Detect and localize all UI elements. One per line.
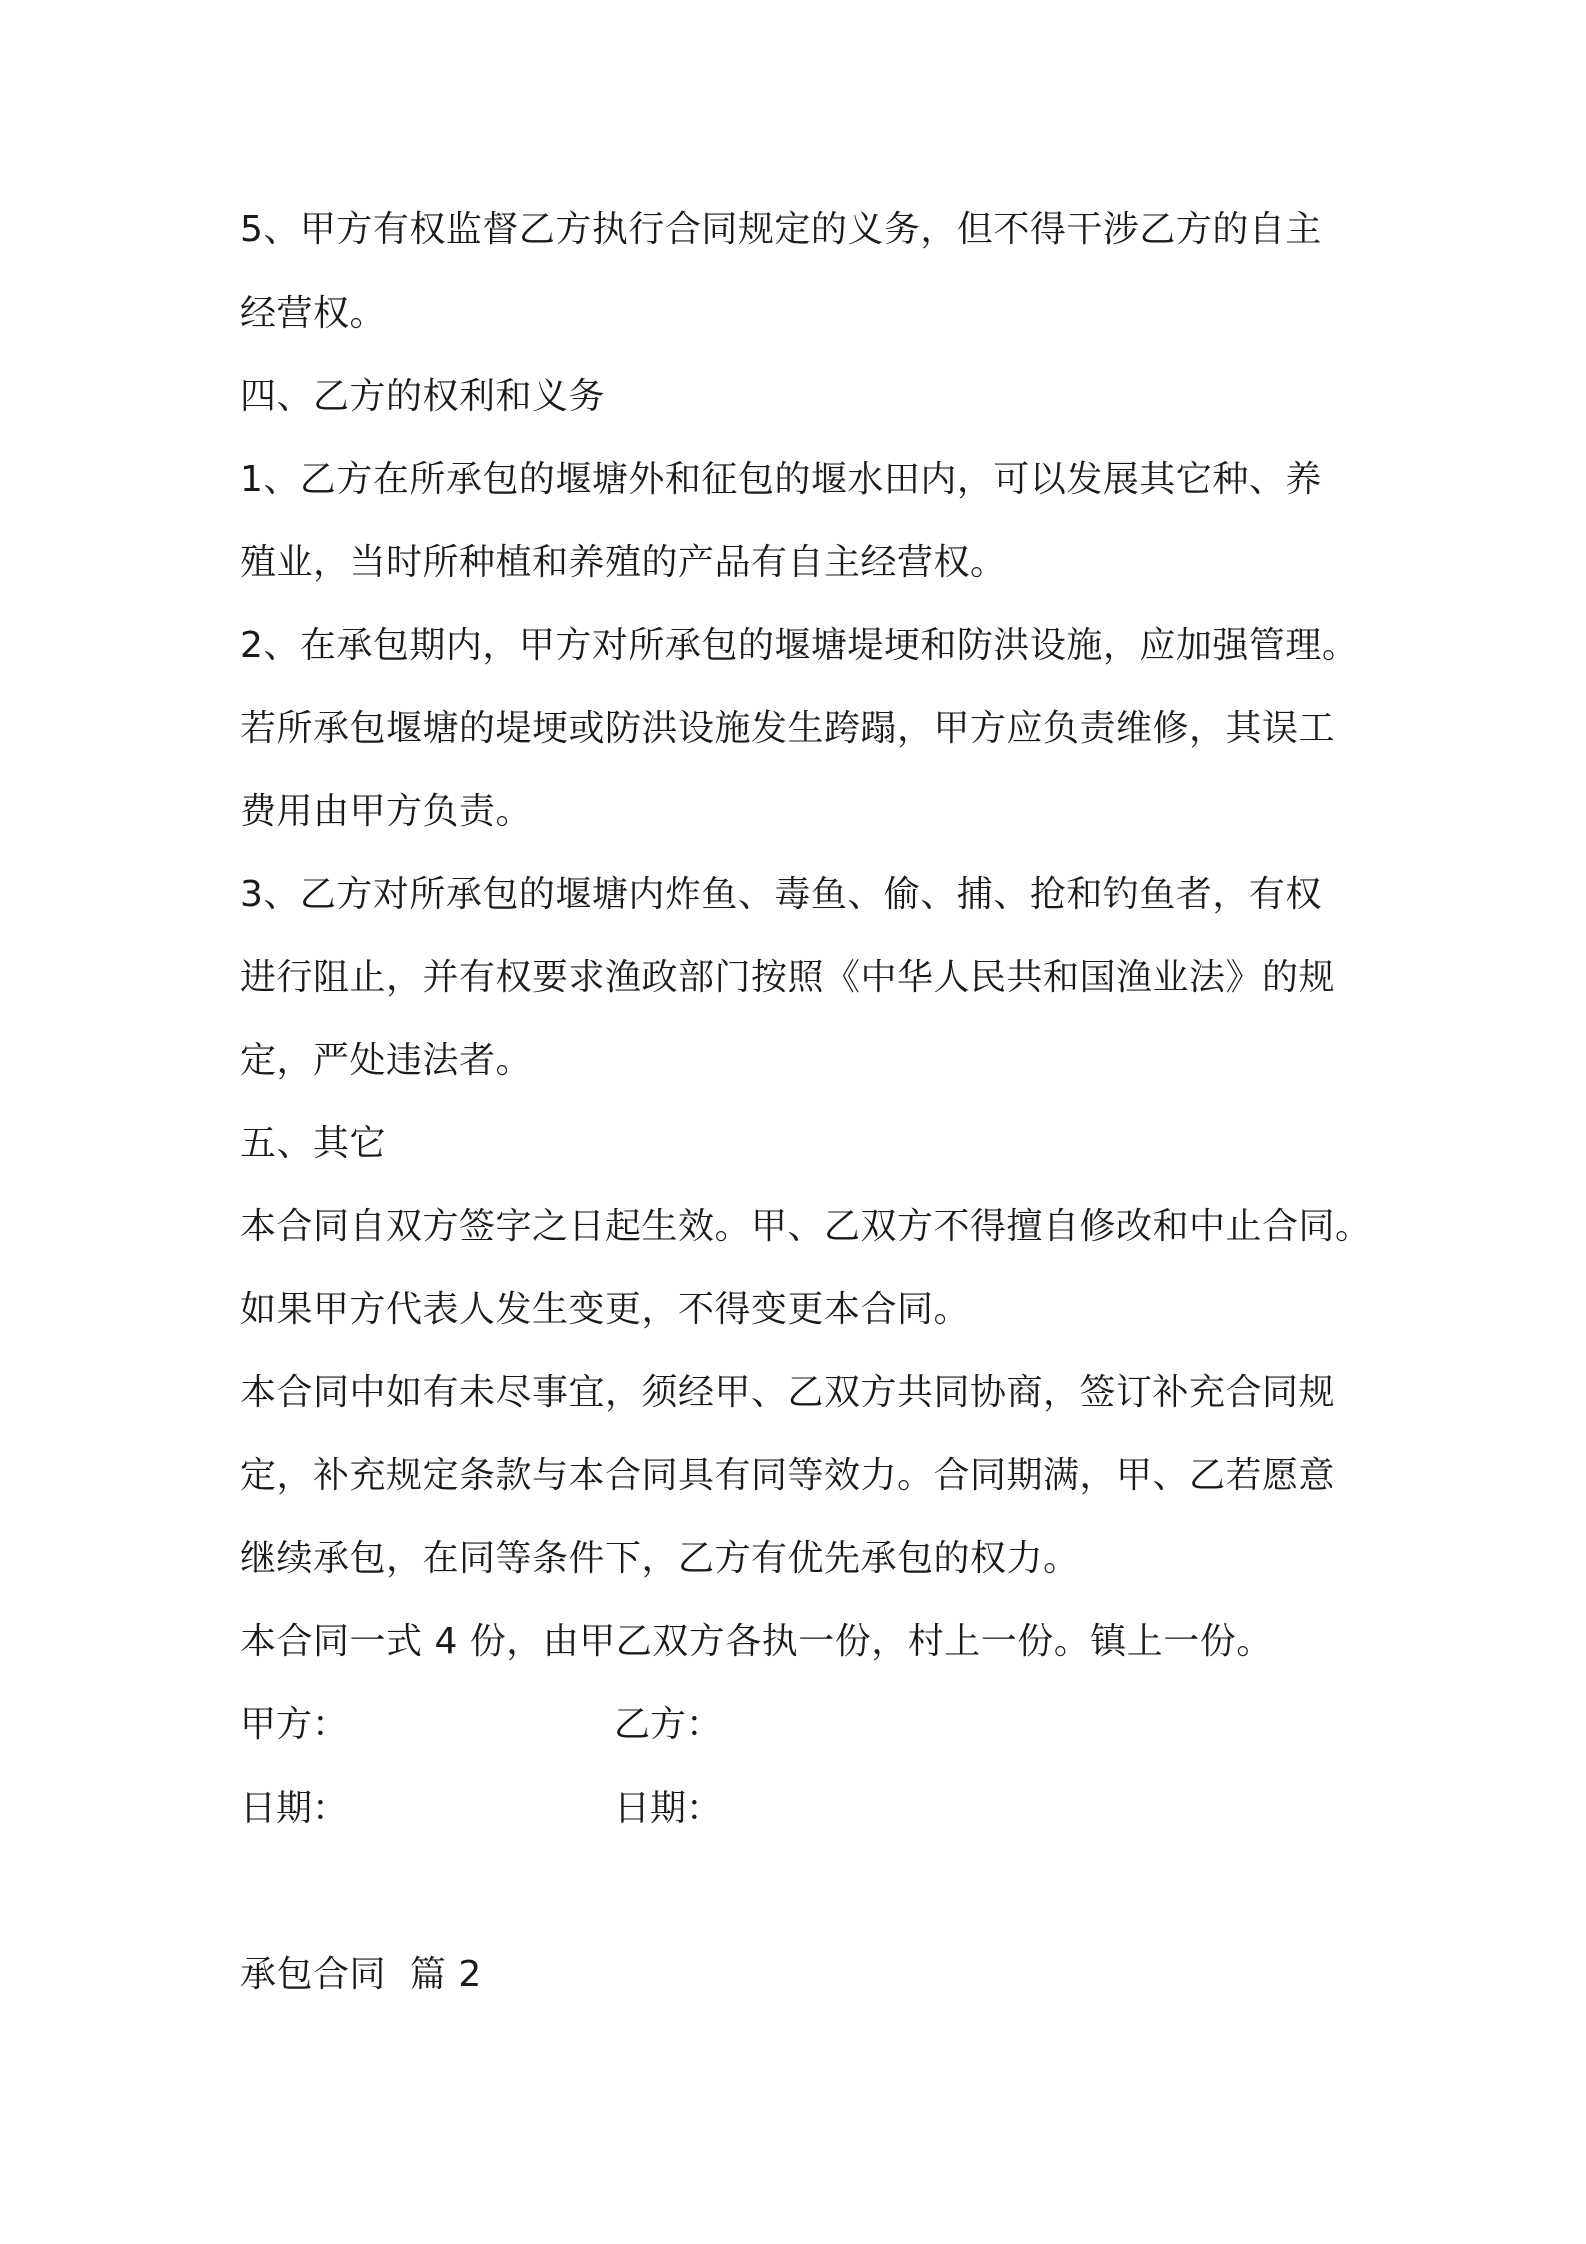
date-b-label: 日期： [614,1788,723,1829]
paragraph-line: 若所承包堰塘的堤埂或防洪设施发生跨蹋，甲方应负责维修，其误工 [240,708,1336,749]
paragraph-line: 本合同中如有未尽事宜，须经甲、乙双方共同协商，签订补充合同规 [240,1372,1336,1413]
section-heading: 四、乙方的权利和义务 [240,376,606,417]
section-title: 承包合同 篇 2 [240,1954,482,1995]
date-a-label: 日期： [240,1788,349,1829]
paragraph-line: 定，严处违法者。 [240,1040,533,1081]
paragraph-line: 进行阻止，并有权要求渔政部门按照《中华人民共和国渔业法》的规 [240,957,1336,998]
paragraph-line: 5、甲方有权监督乙方执行合同规定的义务，但不得干涉乙方的自主 [240,209,1322,250]
party-a-label: 甲方： [240,1704,349,1745]
paragraph-line: 本合同自双方签字之日起生效。甲、乙双方不得擅自修改和中止合同。 [240,1206,1372,1247]
paragraph-line: 经营权。 [240,293,387,334]
paragraph-line: 定，补充规定条款与本合同具有同等效力。合同期满，甲、乙若愿意 [240,1455,1336,1496]
paragraph-line: 殖业，当时所种植和养殖的产品有自主经营权。 [240,542,1007,583]
section-heading: 五、其它 [240,1123,387,1164]
party-b-label: 乙方： [614,1704,723,1745]
paragraph-line: 1、乙方在所承包的堰塘外和征包的堰水田内，可以发展其它种、养 [240,459,1322,500]
paragraph-line: 如果甲方代表人发生变更，不得变更本合同。 [240,1289,971,1330]
paragraph-line: 3、乙方对所承包的堰塘内炸鱼、毒鱼、偷、捕、抢和钓鱼者，有权 [240,874,1322,915]
paragraph-line: 继续承包，在同等条件下，乙方有优先承包的权力。 [240,1538,1080,1579]
paragraph-line: 本合同一式 4 份，由甲乙双方各执一份，村上一份。镇上一份。 [240,1621,1273,1662]
paragraph-line: 费用由甲方负责。 [240,791,533,832]
paragraph-line: 2、在承包期内，甲方对所承包的堰塘堤埂和防洪设施，应加强管理。 [240,625,1359,666]
